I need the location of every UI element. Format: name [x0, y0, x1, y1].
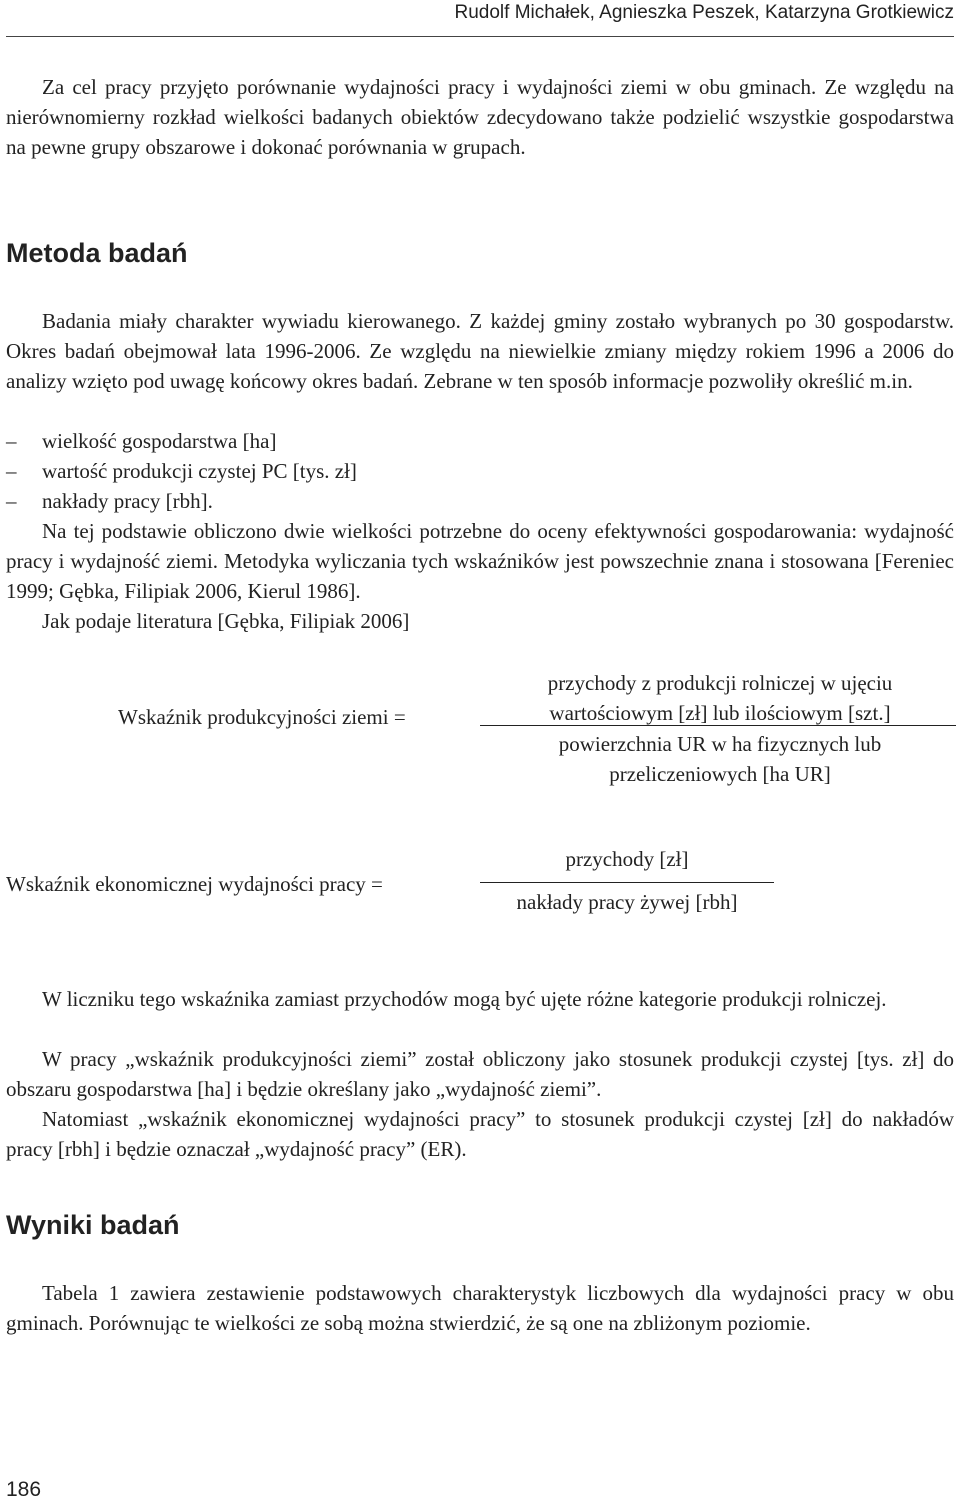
list-item-text: wartość produkcji czystej PC [tys. zł] [42, 459, 357, 483]
results-text: Tabela 1 zawiera zestawienie podstawowych charakterystyk liczbowych dla wydajności pracy w obu gminach. Porównując te wielkości ze sobą można stwierdzić, że są one na zbliżonym poziomie. [6, 1281, 954, 1335]
formula-2-label: Wskaźnik ekonomicznej wydajności pracy = [6, 872, 383, 896]
methods-paragraph-3 [6, 606, 954, 636]
formula-1-numerator [480, 668, 960, 728]
dash-bullet: – [6, 459, 17, 483]
after-formula-text-1: W liczniku tego wskaźnika zamiast przychodów mogą być ujęte różne kategorie produkcji rolniczej. [42, 987, 887, 1011]
after-formula-paragraph-1 [6, 984, 954, 1014]
formula-1-numerator-line2: wartościowym [zł] lub ilościowym [szt.] [549, 701, 891, 725]
dash-bullet: – [6, 489, 17, 513]
after-formula-paragraph-3 [6, 1104, 954, 1164]
formula-2-numerator: przychody [zł] [565, 847, 689, 871]
methods-paragraph-2 [6, 516, 954, 606]
formula-1-denominator-line1: powierzchnia UR w ha fizycznych lub [558, 732, 882, 756]
formula-1-denominator [480, 729, 960, 789]
after-formula-text-3: Natomiast „wskaźnik ekonomicznej wydajności pracy” to stosunek produkcji czystej [zł] do nakładów pracy [rbh] i będzie oznaczał „wydajność pracy” (ER). [6, 1107, 954, 1161]
dash-bullet: – [6, 429, 17, 453]
running-header-authors: Rudolf Michałek, Agnieszka Peszek, Katarzyna Grotkiewicz [454, 2, 954, 23]
list-item [6, 456, 954, 486]
list-item [6, 486, 954, 516]
methods-variable-list [6, 426, 954, 516]
list-item [6, 426, 954, 456]
after-formula-text-2: W pracy „wskaźnik produkcyjności ziemi” został obliczony jako stosunek produkcji czystej [tys. zł] do obszaru gospodarstwa [ha] i będzie określany jako „wydajność ziemi”. [6, 1047, 954, 1101]
formula-2-fraction-bar [480, 882, 774, 883]
intro-paragraph [6, 72, 954, 162]
methods-text: Badania miały charakter wywiadu kierowanego. Z każdej gminy zostało wybranych po 30 gospodarstw. Okres badań obejmował lata 1996-2006. Ze względu na niewielkie zmiany między rokiem 1996 a 2006 do analizy wzięto pod uwagę końcowy okres badań. Zebrane w ten sposób informacje pozwoliły określić m.in. [6, 309, 954, 393]
formula-1-fraction-bar [480, 725, 956, 726]
section-heading-methods: Metoda badań [6, 238, 188, 268]
formula-1-numerator-line1: przychody z produkcji rolniczej w ujęciu [547, 671, 893, 695]
intro-text: Za cel pracy przyjęto porównanie wydajności pracy i wydajności ziemi w obu gminach. Ze względu na nierównomierny rozkład wielkości badanych obiektów zdecydowano także podzielić wszystkie gospodarstwa na pewne grupy obszarowe i dokonać porównania w grupach. [6, 75, 954, 159]
methods-paragraph [6, 306, 954, 396]
results-paragraph [6, 1278, 954, 1338]
formula-2-denominator: nakłady pracy żywej [rbh] [516, 890, 738, 914]
header-rule [6, 36, 954, 37]
methods-text-3: Jak podaje literatura [Gębka, Filipiak 2006] [42, 609, 410, 633]
list-item-text: wielkość gospodarstwa [ha] [42, 429, 277, 453]
list-item-text: nakłady pracy [rbh]. [42, 489, 213, 513]
methods-text-2: Na tej podstawie obliczono dwie wielkości potrzebne do oceny efektywności gospodarowania: wydajność pracy i wydajność ziemi. Metodyka wyliczania tych wskaźników jest powszechnie znana i stosowana [Fereniec 1999; Gębka, Filipiak 2006, Kierul 1986]. [6, 519, 954, 603]
formula-1-denominator-line2: przeliczeniowych [ha UR] [609, 762, 831, 786]
section-heading-results: Wyniki badań [6, 1210, 180, 1240]
page-number: 186 [6, 1478, 42, 1501]
after-formula-paragraph-2 [6, 1044, 954, 1104]
formula-1-label: Wskaźnik produkcyjności ziemi = [118, 705, 406, 729]
